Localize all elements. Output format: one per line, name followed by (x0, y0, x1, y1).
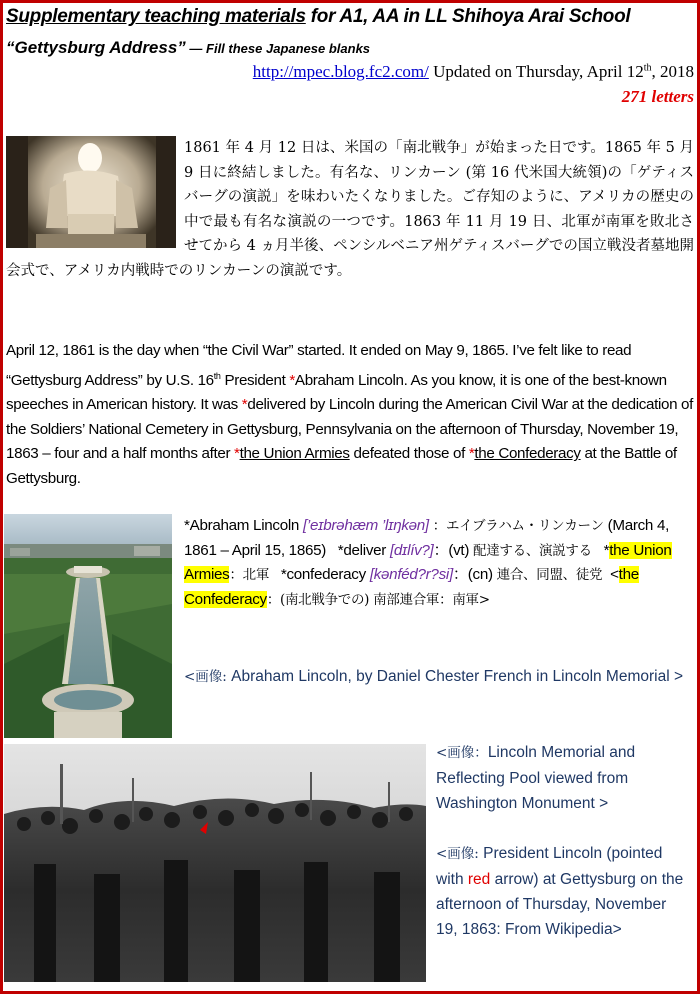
gloss-union-armies: the Union Armies (184, 541, 672, 584)
gloss-confederacy-jp: 連合、同盟、徒党 (496, 567, 603, 584)
gloss-deliver-jp: 配達する、演説する (473, 542, 592, 559)
subtitle-sub: — Fill these Japanese blanks (185, 41, 371, 56)
gloss-confederacy-pron: [kənféd?r?si] (369, 566, 453, 584)
gloss-the-confederacy: the Confederacy (184, 566, 639, 608)
update-line (253, 62, 694, 82)
reflecting-pool-photo (4, 514, 172, 738)
gloss-the-confederacy-jp: ：(南北戦争での) 南部連合軍：南軍> (266, 591, 490, 608)
caption-red-word: red (467, 871, 491, 888)
asterisk: * (289, 371, 295, 389)
subtitle-main: “Gettysburg Address” (6, 38, 186, 57)
updated-text: Updated on Thursday, April 12 (428, 62, 644, 81)
en-confederacy: the Confederacy (474, 445, 581, 463)
gettysburg-crowd-photo (4, 744, 426, 982)
gloss-confederacy-pos: ：(cn) (452, 566, 497, 584)
lincoln-statue-photo (6, 136, 176, 248)
en-lincoln: Abraham Lincoln (294, 371, 404, 389)
asterisk: * (234, 445, 240, 463)
gloss-union-jp: ：北軍 (229, 567, 270, 584)
gloss-union-star: * (603, 541, 610, 559)
en-text-1: April 12, 1861 is the day when “the Civil War” started. It ended on May 9, 1865. I’ve felt like to read “Gettysburg Address” by U.S. 16 (6, 342, 632, 389)
caption-gettysburg-text-1: President Lincoln (pointed with (436, 845, 663, 888)
letter-count: 271 letters (621, 87, 694, 106)
page-subtitle (6, 38, 370, 58)
gloss-lincoln-jp: ：エイブラハム・リンカーン (432, 518, 604, 534)
title-underlined: Supplementary teaching materials (6, 6, 306, 27)
updated-sup: th (643, 62, 652, 74)
english-paragraph (6, 339, 694, 492)
gloss-lincoln: *Abraham Lincoln (184, 517, 304, 534)
blog-link[interactable]: http://mpec.blog.fc2.com/ (252, 62, 429, 81)
gloss-confederacy: *confederacy (280, 566, 370, 584)
asterisk: * (241, 396, 248, 414)
asterisk: * (468, 445, 475, 463)
caption-statue (184, 664, 684, 690)
en-text-6: at the Battle of Gettysburg. (6, 445, 677, 488)
gloss-deliver-pos: ：(vt) (433, 541, 474, 559)
caption-reflecting-pool (436, 740, 690, 816)
caption-pool-prefix: <画像： (436, 745, 488, 761)
en-text-3: . As you know, it is one of the best-known speeches in American history. It was (6, 371, 667, 414)
japanese-paragraph (6, 136, 694, 283)
japanese-text: 1861 年 4 月 12 日は、米国の「南北戦争」が始まった日です。1865 年 5 月 9 日に終結しました。有名な、リンカーン (第 16 代米国大統領)の「ゲティスバーグの演説」を味わいたくなりました。ご存知のように、アメリカの歴史の中で最も有名な演説の一つです。1863 年 11 月 19 日、北軍が南軍を敗北させてから 4 ヵ月半後、ペンシルベニア州ゲティスバーグでの国立戦没者墓地開会式で、アメリカ内戦時でのリンカーンの演説です。 (6, 140, 694, 279)
glossary (184, 514, 692, 612)
caption-statue-prefix: <画像: (184, 669, 232, 685)
gloss-confed-open: < (610, 566, 619, 584)
caption-gettysburg-text-2: arrow) at Gettysburg on the afternoon of Thursday, November 19, 1863: From Wikipedia> (436, 871, 684, 938)
en-delivered: delivered (247, 396, 306, 414)
caption-pool-text: Lincoln Memorial and Reflecting Pool viewed from Washington Monument > (436, 744, 636, 812)
caption-gettysburg-prefix: <画像: (436, 846, 484, 862)
en-union-armies: the Union Armies (239, 445, 350, 463)
gloss-deliver-pron: [dɪlív?] (389, 541, 434, 559)
title-rest: for A1, AA in LL Shihoya Arai School (305, 6, 631, 27)
en-sup: th (213, 370, 221, 381)
page-title (6, 6, 630, 28)
gloss-lincoln-dates: (March 4, 1861 – April 15, 1865) (184, 517, 670, 559)
caption-gettysburg (436, 841, 690, 942)
gloss-deliver: *deliver (337, 541, 390, 559)
updated-year: , 2018 (651, 62, 694, 81)
en-text-2: President (220, 371, 290, 389)
en-text-4: by Lincoln during the American Civil War at the dedication of the Soldiers’ National Cemetery in Gettysburg, Pennsylvania on the afternoon of Thursday, November 19, 1863 – four and a half months after (6, 396, 693, 463)
caption-statue-text: Abraham Lincoln, by Daniel Chester French in Lincoln Memorial > (231, 668, 684, 685)
gloss-lincoln-pron: [’eɪbrəhæm ’lɪŋkən] (303, 517, 429, 534)
en-text-5: defeated those of (349, 445, 469, 463)
